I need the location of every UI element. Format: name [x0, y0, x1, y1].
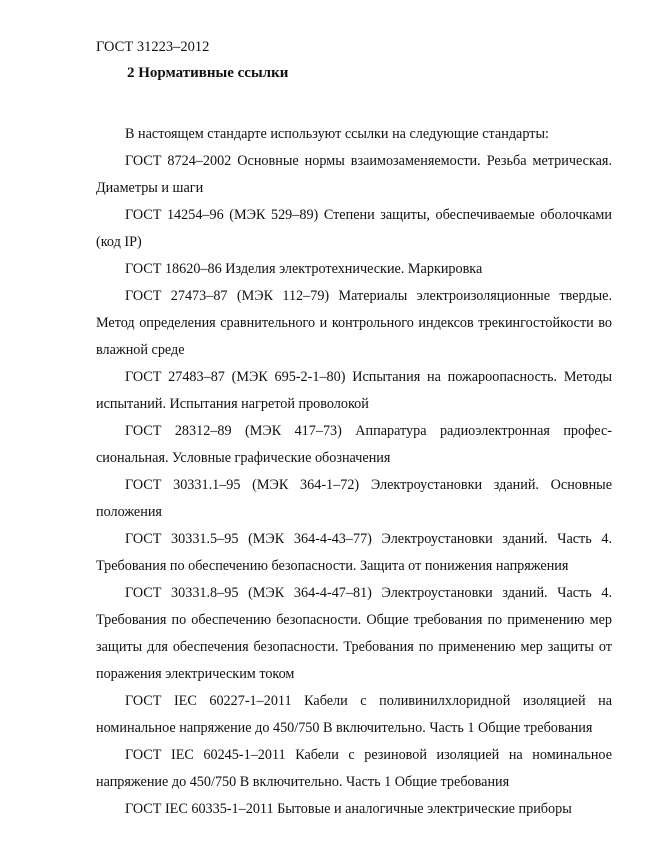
intro-paragraph: В настоящем стандарте используют ссылки на следующие стандарты: — [125, 126, 549, 142]
reference-item: ГОСТ 27473–87 (МЭК 112–79) Материалы электроизоляционные твердые. Метод определения сравнительного и контрольного индексов трекингостойкости во влажной среде — [96, 288, 612, 358]
references-section — [96, 121, 612, 823]
reference-item: ГОСТ IEC 60227-1–2011 Кабели с поливинилхлоридной изоляцией на номинальное напряжение до 450/750 В включительно. Часть 1 Общие требования — [96, 693, 612, 736]
reference-item: ГОСТ 30331.1–95 (МЭК 364-1–72) Электроустановки зданий. Основные положения — [96, 477, 612, 520]
reference-item: ГОСТ 28312–89 (МЭК 417–73) Аппаратура радиоэлектронная профессиональная. Условные графические обозначения — [96, 423, 612, 466]
reference-item: ГОСТ 30331.8–95 (МЭК 364-4-47–81) Электроустановки зданий. Часть 4. Требования по обеспечению безопасности. Общие требования по применению мер защиты для обеспечения безопасности. Требования по применению мер защиты от поражения электрическим током — [96, 585, 612, 682]
document-code: ГОСТ 31223–2012 — [96, 39, 210, 55]
reference-item: ГОСТ 27483–87 (МЭК 695-2-1–80) Испытания на пожароопасность. Методы испытаний. Испытания нагретой проволокой — [96, 369, 612, 412]
reference-item: ГОСТ 14254–96 (МЭК 529–89) Степени защиты, обеспечиваемые оболочками (код IP) — [96, 207, 612, 250]
reference-item: ГОСТ IEC 60245-1–2011 Кабели с резиновой изоляцией на номинальное напряжение до 450/750 В включительно. Часть 1 Общие требования — [96, 747, 612, 790]
reference-item: ГОСТ IEC 60335-1–2011 Бытовые и аналогичные электрические приборы — [125, 801, 572, 817]
reference-item: ГОСТ 18620–86 Изделия электротехнические. Маркировка — [125, 261, 483, 277]
section-title: 2 Нормативные ссылки — [127, 65, 289, 81]
reference-item: ГОСТ 8724–2002 Основные нормы взаимозаменяемости. Резьба метрическая. Диаметры и шаги — [96, 153, 612, 196]
reference-item: ГОСТ 30331.5–95 (МЭК 364-4-43–77) Электроустановки зданий. Часть 4. Требования по обеспечению безопасности. Защита от понижения напряжения — [96, 531, 612, 574]
